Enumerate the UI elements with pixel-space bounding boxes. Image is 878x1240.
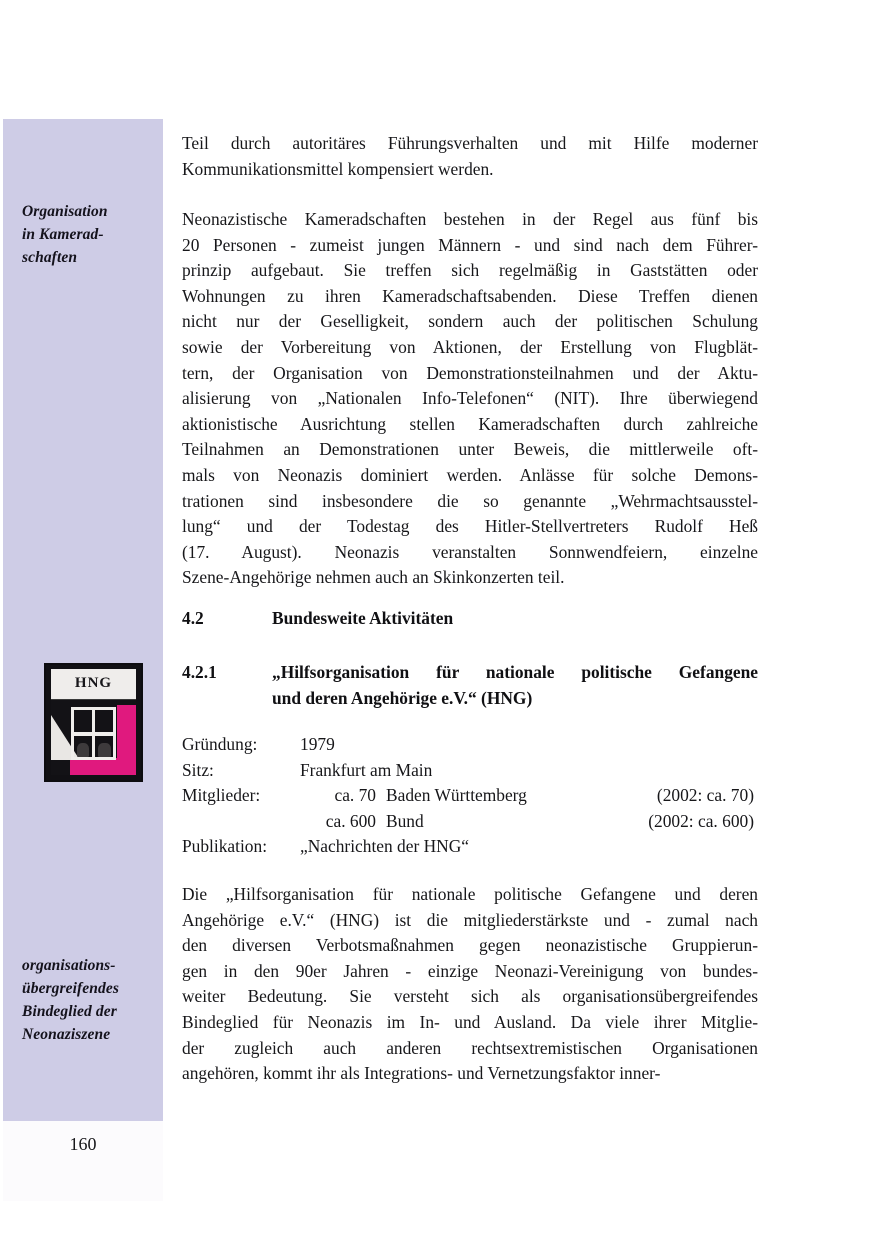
text-line: nicht nur der Geselligkeit, sondern auch der politischen Schulung: [182, 311, 758, 332]
facts-label-empty: [182, 809, 300, 835]
text-line: Kommunikationsmittel kompensiert werden.: [182, 158, 494, 179]
margin-note-line: organisations-: [22, 957, 116, 974]
facts-value-mitglieder-2: [300, 809, 758, 835]
text-line: der zugleich auch anderen rechtsextremistischen Organisationen: [182, 1037, 758, 1058]
heading-title-line: und deren Angehörige e.V.“ (HNG): [272, 687, 533, 708]
table-row: [182, 809, 758, 835]
text-line: alisierung von „Nationalen Info-Telefonen“ (NIT). Ihre überwiegend: [182, 388, 758, 409]
paragraph-kameradschaften: [182, 207, 758, 591]
paragraph-hng: [182, 882, 758, 1087]
text-line: (17. August). Neonazis veranstalten Sonnwendfeiern, einzelne: [182, 541, 758, 562]
text-line: gen in den 90er Jahren - einzige Neonazi-Vereinigung von bundes-: [182, 960, 758, 981]
text-line: 20 Personen - zumeist jungen Männern - und sind nach dem Führer-: [182, 234, 758, 255]
hng-logo-banner-text: HNG: [74, 675, 113, 692]
text-line: lung“ und der Todestag des Hitler-Stellvertreters Rudolf Heß: [182, 516, 758, 537]
facts-label-sitz: Sitz:: [182, 759, 214, 780]
facts-label-publikation: Publikation:: [182, 836, 268, 857]
text-line: Wohnungen zu ihren Kameradschaftsabenden. Diese Treffen dienen: [182, 285, 758, 306]
text-line: trationen sind insbesondere die so genannte „Wehrmachtsausstel-: [182, 490, 758, 511]
text-line: Teilnahmen an Demonstrationen unter Beweis, die mittlerweile oft-: [182, 439, 758, 460]
text-line: Bindeglied für Neonazis im In- und Ausland. Da viele ihrer Mitglie-: [182, 1011, 758, 1032]
text-line: aktionistische Ausrichtung stellen Kameradschaften durch zahlreiche: [182, 413, 758, 434]
heading-4-2-1: [182, 660, 758, 711]
margin-footer-band: [3, 1121, 163, 1201]
text-line: Die „Hilfsorganisation für nationale politische Gefangene und deren: [182, 884, 758, 904]
member-region: Baden Württemberg: [386, 785, 527, 806]
hng-logo-accent-bottom: [70, 758, 123, 775]
member-previous: (2002: ca. 600): [648, 810, 754, 831]
facts-label-mitglieder: Mitglieder:: [182, 785, 261, 806]
barred-window-bar: [71, 733, 115, 736]
table-row: [182, 834, 758, 860]
hng-logo-figures: [77, 743, 111, 757]
table-row: [182, 732, 758, 758]
text-line: mals von Neonazis dominiert werden. Anlässe für solche Demons-: [182, 464, 758, 485]
margin-note-line: Neonaziszene: [22, 1026, 111, 1043]
facts-value-gruendung: 1979: [300, 734, 335, 754]
heading-title-line: Bundesweite Aktivitäten: [272, 608, 454, 628]
text-line: tern, der Organisation von Demonstrationsteilnahmen und der Aktu-: [182, 362, 758, 383]
heading-number: 4.2.1: [182, 662, 217, 682]
member-region: Bund: [386, 810, 424, 831]
table-row: [182, 783, 758, 809]
paragraph-intro: [182, 131, 758, 182]
margin-note-organisation: [22, 200, 154, 269]
margin-note-line: Organisation: [22, 203, 108, 220]
hng-logo-banner: [51, 669, 136, 700]
text-line: weiter Bedeutung. Sie versteht sich als organisationsübergreifendes: [182, 986, 758, 1007]
hng-logo-inner: [51, 669, 136, 775]
margin-note-line: übergreifendes: [22, 980, 119, 997]
hng-logo: [44, 663, 143, 782]
text-line: Szene-Angehörige nehmen auch an Skinkonzerten teil.: [182, 567, 565, 588]
facts-label-gruendung: Gründung:: [182, 734, 258, 754]
heading-4-2: [182, 606, 758, 632]
text-line: Neonazistische Kameradschaften bestehen in der Regel aus fünf bis: [182, 209, 758, 229]
text-line: den diversen Verbotsmaßnahmen gegen neonazistische Gruppierun-: [182, 935, 758, 956]
heading-title: [272, 660, 758, 711]
page-number: 160: [69, 1134, 97, 1154]
facts-table: [182, 732, 758, 860]
text-line: sowie der Vorbereitung von Aktionen, der Erstellung von Flugblät-: [182, 336, 758, 357]
margin-note-bindeglied: [22, 954, 154, 1046]
member-amount: ca. 600: [325, 810, 376, 831]
text-line: prinzip aufgebaut. Sie treffen sich regelmäßig in Gaststätten oder: [182, 260, 758, 281]
text-line: Angehörige e.V.“ (HNG) ist die mitgliederstärkste und - zumal nach: [182, 909, 758, 930]
facts-value-publikation: „Nachrichten der HNG“: [300, 836, 469, 857]
table-row: [182, 758, 758, 784]
margin-note-line: schaften: [22, 249, 78, 266]
heading-title: [272, 606, 758, 632]
text-line: angehören, kommt ihr als Integrations- und Vernetzungsfaktor inner-: [182, 1063, 661, 1084]
organisation-facts: [182, 732, 758, 860]
margin-note-line: in Kamerad-: [22, 226, 104, 243]
member-previous: (2002: ca. 70): [656, 785, 754, 806]
text-line: Teil durch autoritäres Führungsverhalten und mit Hilfe moderner: [182, 133, 758, 153]
margin-note-line: Bindeglied der: [22, 1003, 117, 1020]
facts-value-sitz: Frankfurt am Main: [300, 759, 433, 780]
heading-title-line: „Hilfsorganisation für nationale politische Gefangene: [272, 662, 758, 682]
heading-number: 4.2: [182, 608, 204, 628]
facts-value-mitglieder-1: [300, 783, 758, 809]
member-amount: ca. 70: [334, 785, 376, 806]
